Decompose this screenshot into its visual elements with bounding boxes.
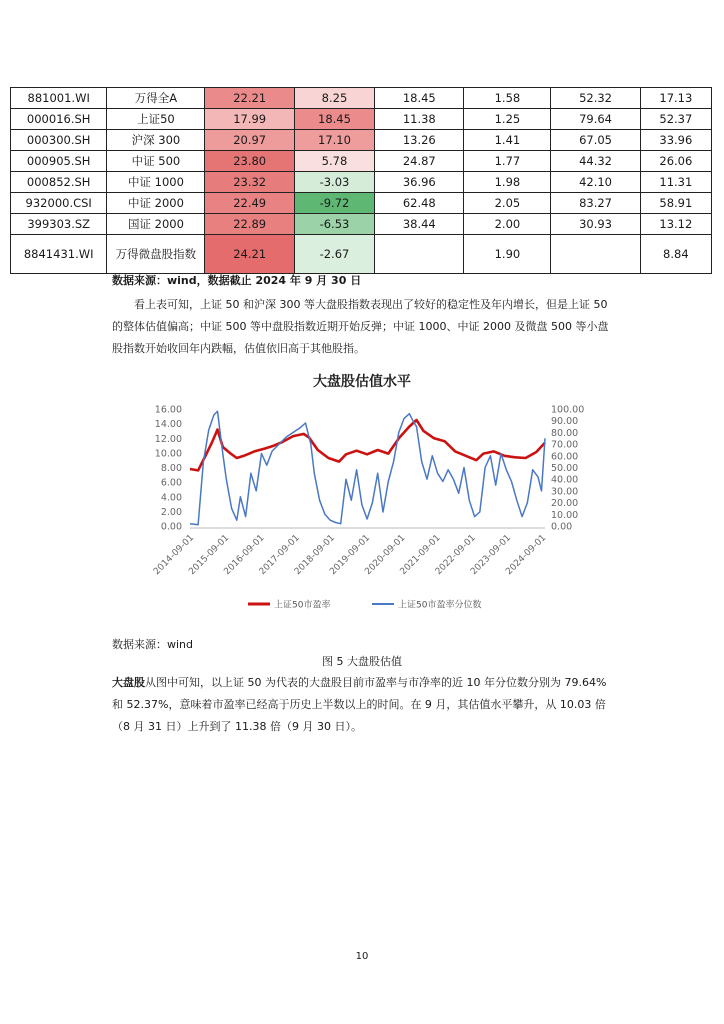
cell-code: 932000.CSI bbox=[11, 193, 107, 214]
cell-growth: 17.10 bbox=[294, 130, 374, 151]
cell-pe: 20.97 bbox=[205, 130, 294, 151]
table-row bbox=[11, 109, 712, 130]
paragraph-body: 从图中可知，以上证 50 为代表的大盘股目前市盈率与市净率的近 10 年分位数分别为 79.64%和 52.37%，意味着市盈率已经高于历史上半数以上的时间。在 9 月，其估值水平攀升，从 10.03 倍（8 月 31 日）上升到了 11.38 倍（9 月 30 日）。 bbox=[112, 676, 607, 733]
x-tick-label: 2021-09-01 bbox=[398, 533, 443, 578]
cell-c5: 11.38 bbox=[375, 109, 464, 130]
y-left-tick-label: 16.00 bbox=[154, 404, 182, 416]
y-left-tick-label: 6.00 bbox=[160, 477, 182, 489]
y-right-tick-label: 50.00 bbox=[551, 463, 579, 474]
cell-name: 中证 500 bbox=[107, 151, 205, 172]
y-left-tick-label: 8.00 bbox=[160, 463, 182, 474]
cell-c8: 8.84 bbox=[640, 235, 711, 274]
cell-pe: 22.49 bbox=[205, 193, 294, 214]
cell-growth: -3.03 bbox=[294, 172, 374, 193]
table-row bbox=[11, 235, 712, 274]
y-right-tick-label: 0.00 bbox=[551, 521, 573, 533]
valuation-table bbox=[10, 87, 712, 274]
cell-c6: 1.90 bbox=[464, 235, 551, 274]
chart-title: 大盘股估值水平 bbox=[313, 374, 411, 390]
y-right-tick-label: 100.00 bbox=[551, 404, 585, 416]
y-right-tick-label: 60.00 bbox=[551, 451, 579, 463]
cell-c5: 36.96 bbox=[375, 172, 464, 193]
cell-c7: 67.05 bbox=[551, 130, 640, 151]
legend-percentile-label: 上证50市盈率分位数 bbox=[398, 600, 482, 611]
cell-c7: 42.10 bbox=[551, 172, 640, 193]
y-left-tick-label: 0.00 bbox=[160, 521, 182, 533]
cell-growth: -9.72 bbox=[294, 193, 374, 214]
cell-pe: 17.99 bbox=[205, 109, 294, 130]
cell-name: 中证 1000 bbox=[107, 172, 205, 193]
y-right-tick-label: 70.00 bbox=[551, 439, 579, 451]
paragraph-large-cap bbox=[112, 672, 612, 738]
figure-caption: 图 5 大盘股估值 bbox=[322, 655, 402, 668]
cell-c5: 13.26 bbox=[375, 130, 464, 151]
x-tick-label: 2016-09-01 bbox=[222, 533, 267, 578]
paragraph-analysis: 看上表可知，上证 50 和沪深 300 等大盘股指数表现出了较好的稳定性及年内增长，但是上证 50 的整体估值偏高；中证 500 等中盘股指数近期开始反弹；中证 1000、中证 2000 及微盘 500 等小盘股指数开始收回年内跌幅，估值依旧高于其他股指。 bbox=[112, 298, 609, 355]
chart-source-note: 数据来源：wind bbox=[112, 638, 194, 651]
table-row bbox=[11, 88, 712, 109]
cell-c8: 33.96 bbox=[640, 130, 711, 151]
cell-c6: 1.58 bbox=[464, 88, 551, 109]
legend-pe-label: 上证50市盈率 bbox=[274, 600, 331, 611]
x-tick-label: 2018-09-01 bbox=[292, 533, 337, 578]
large-cap-valuation-chart bbox=[110, 360, 615, 625]
cell-c8: 26.06 bbox=[640, 151, 711, 172]
cell-c8: 17.13 bbox=[640, 88, 711, 109]
cell-c5: 18.45 bbox=[375, 88, 464, 109]
cell-name: 国证 2000 bbox=[107, 214, 205, 235]
table-row bbox=[11, 193, 712, 214]
y-right-tick-label: 30.00 bbox=[551, 486, 579, 498]
x-tick-label: 2019-09-01 bbox=[328, 533, 373, 578]
cell-pe: 23.32 bbox=[205, 172, 294, 193]
y-right-tick-label: 90.00 bbox=[551, 416, 579, 428]
cell-c6: 1.77 bbox=[464, 151, 551, 172]
x-tick-label: 2017-09-01 bbox=[257, 533, 302, 578]
y-right-tick-label: 40.00 bbox=[551, 474, 579, 486]
x-tick-label: 2014-09-01 bbox=[152, 533, 197, 578]
y-right-tick-label: 10.00 bbox=[551, 509, 579, 521]
table-row bbox=[11, 214, 712, 235]
cell-growth: -2.67 bbox=[294, 235, 374, 274]
cell-pe: 22.89 bbox=[205, 214, 294, 235]
cell-growth: -6.53 bbox=[294, 214, 374, 235]
cell-c6: 1.98 bbox=[464, 172, 551, 193]
cell-c7 bbox=[551, 235, 640, 274]
cell-code: 881001.WI bbox=[11, 88, 107, 109]
cell-growth: 5.78 bbox=[294, 151, 374, 172]
cell-c5: 24.87 bbox=[375, 151, 464, 172]
cell-growth: 8.25 bbox=[294, 88, 374, 109]
table-row bbox=[11, 172, 712, 193]
cell-pe: 23.80 bbox=[205, 151, 294, 172]
table-row bbox=[11, 151, 712, 172]
paragraph-lead: 大盘股 bbox=[112, 676, 145, 689]
page-number: 10 bbox=[355, 951, 369, 962]
cell-c6: 2.05 bbox=[464, 193, 551, 214]
cell-code: 000905.SH bbox=[11, 151, 107, 172]
cell-pe: 24.21 bbox=[205, 235, 294, 274]
y-right-tick-label: 80.00 bbox=[551, 427, 579, 439]
cell-c7: 44.32 bbox=[551, 151, 640, 172]
cell-c8: 58.91 bbox=[640, 193, 711, 214]
x-tick-label: 2023-09-01 bbox=[469, 533, 514, 578]
cell-name: 万得微盘股指数 bbox=[107, 235, 205, 274]
y-left-tick-label: 2.00 bbox=[160, 506, 182, 518]
cell-name: 上证50 bbox=[107, 109, 205, 130]
y-left-tick-label: 4.00 bbox=[160, 492, 182, 504]
cell-c8: 11.31 bbox=[640, 172, 711, 193]
y-left-tick-label: 12.00 bbox=[154, 433, 182, 445]
cell-growth: 18.45 bbox=[294, 109, 374, 130]
cell-c5: 38.44 bbox=[375, 214, 464, 235]
cell-code: 8841431.WI bbox=[11, 235, 107, 274]
y-right-tick-label: 20.00 bbox=[551, 498, 579, 510]
cell-c7: 30.93 bbox=[551, 214, 640, 235]
cell-name: 中证 2000 bbox=[107, 193, 205, 214]
cell-code: 000852.SH bbox=[11, 172, 107, 193]
cell-name: 沪深 300 bbox=[107, 130, 205, 151]
cell-c5: 62.48 bbox=[375, 193, 464, 214]
cell-name: 万得全A bbox=[107, 88, 205, 109]
cell-c7: 79.64 bbox=[551, 109, 640, 130]
cell-c5 bbox=[375, 235, 464, 274]
cell-c6: 1.41 bbox=[464, 130, 551, 151]
x-tick-label: 2020-09-01 bbox=[363, 533, 408, 578]
cell-code: 000016.SH bbox=[11, 109, 107, 130]
y-left-tick-label: 14.00 bbox=[154, 419, 182, 431]
x-tick-label: 2022-09-01 bbox=[433, 533, 478, 578]
series-percentile-line bbox=[190, 411, 545, 525]
cell-c6: 1.25 bbox=[464, 109, 551, 130]
y-left-tick-label: 10.00 bbox=[154, 448, 182, 460]
cell-c8: 52.37 bbox=[640, 109, 711, 130]
cell-c7: 52.32 bbox=[551, 88, 640, 109]
cell-code: 000300.SH bbox=[11, 130, 107, 151]
cell-pe: 22.21 bbox=[205, 88, 294, 109]
x-tick-label: 2015-09-01 bbox=[187, 533, 232, 578]
cell-c8: 13.12 bbox=[640, 214, 711, 235]
table-source-note: 数据来源：wind，数据截止 2024 年 9 月 30 日 bbox=[112, 274, 362, 287]
cell-code: 399303.SZ bbox=[11, 214, 107, 235]
cell-c6: 2.00 bbox=[464, 214, 551, 235]
table-row bbox=[11, 130, 712, 151]
cell-c7: 83.27 bbox=[551, 193, 640, 214]
x-tick-label: 2024-09-01 bbox=[504, 533, 549, 578]
